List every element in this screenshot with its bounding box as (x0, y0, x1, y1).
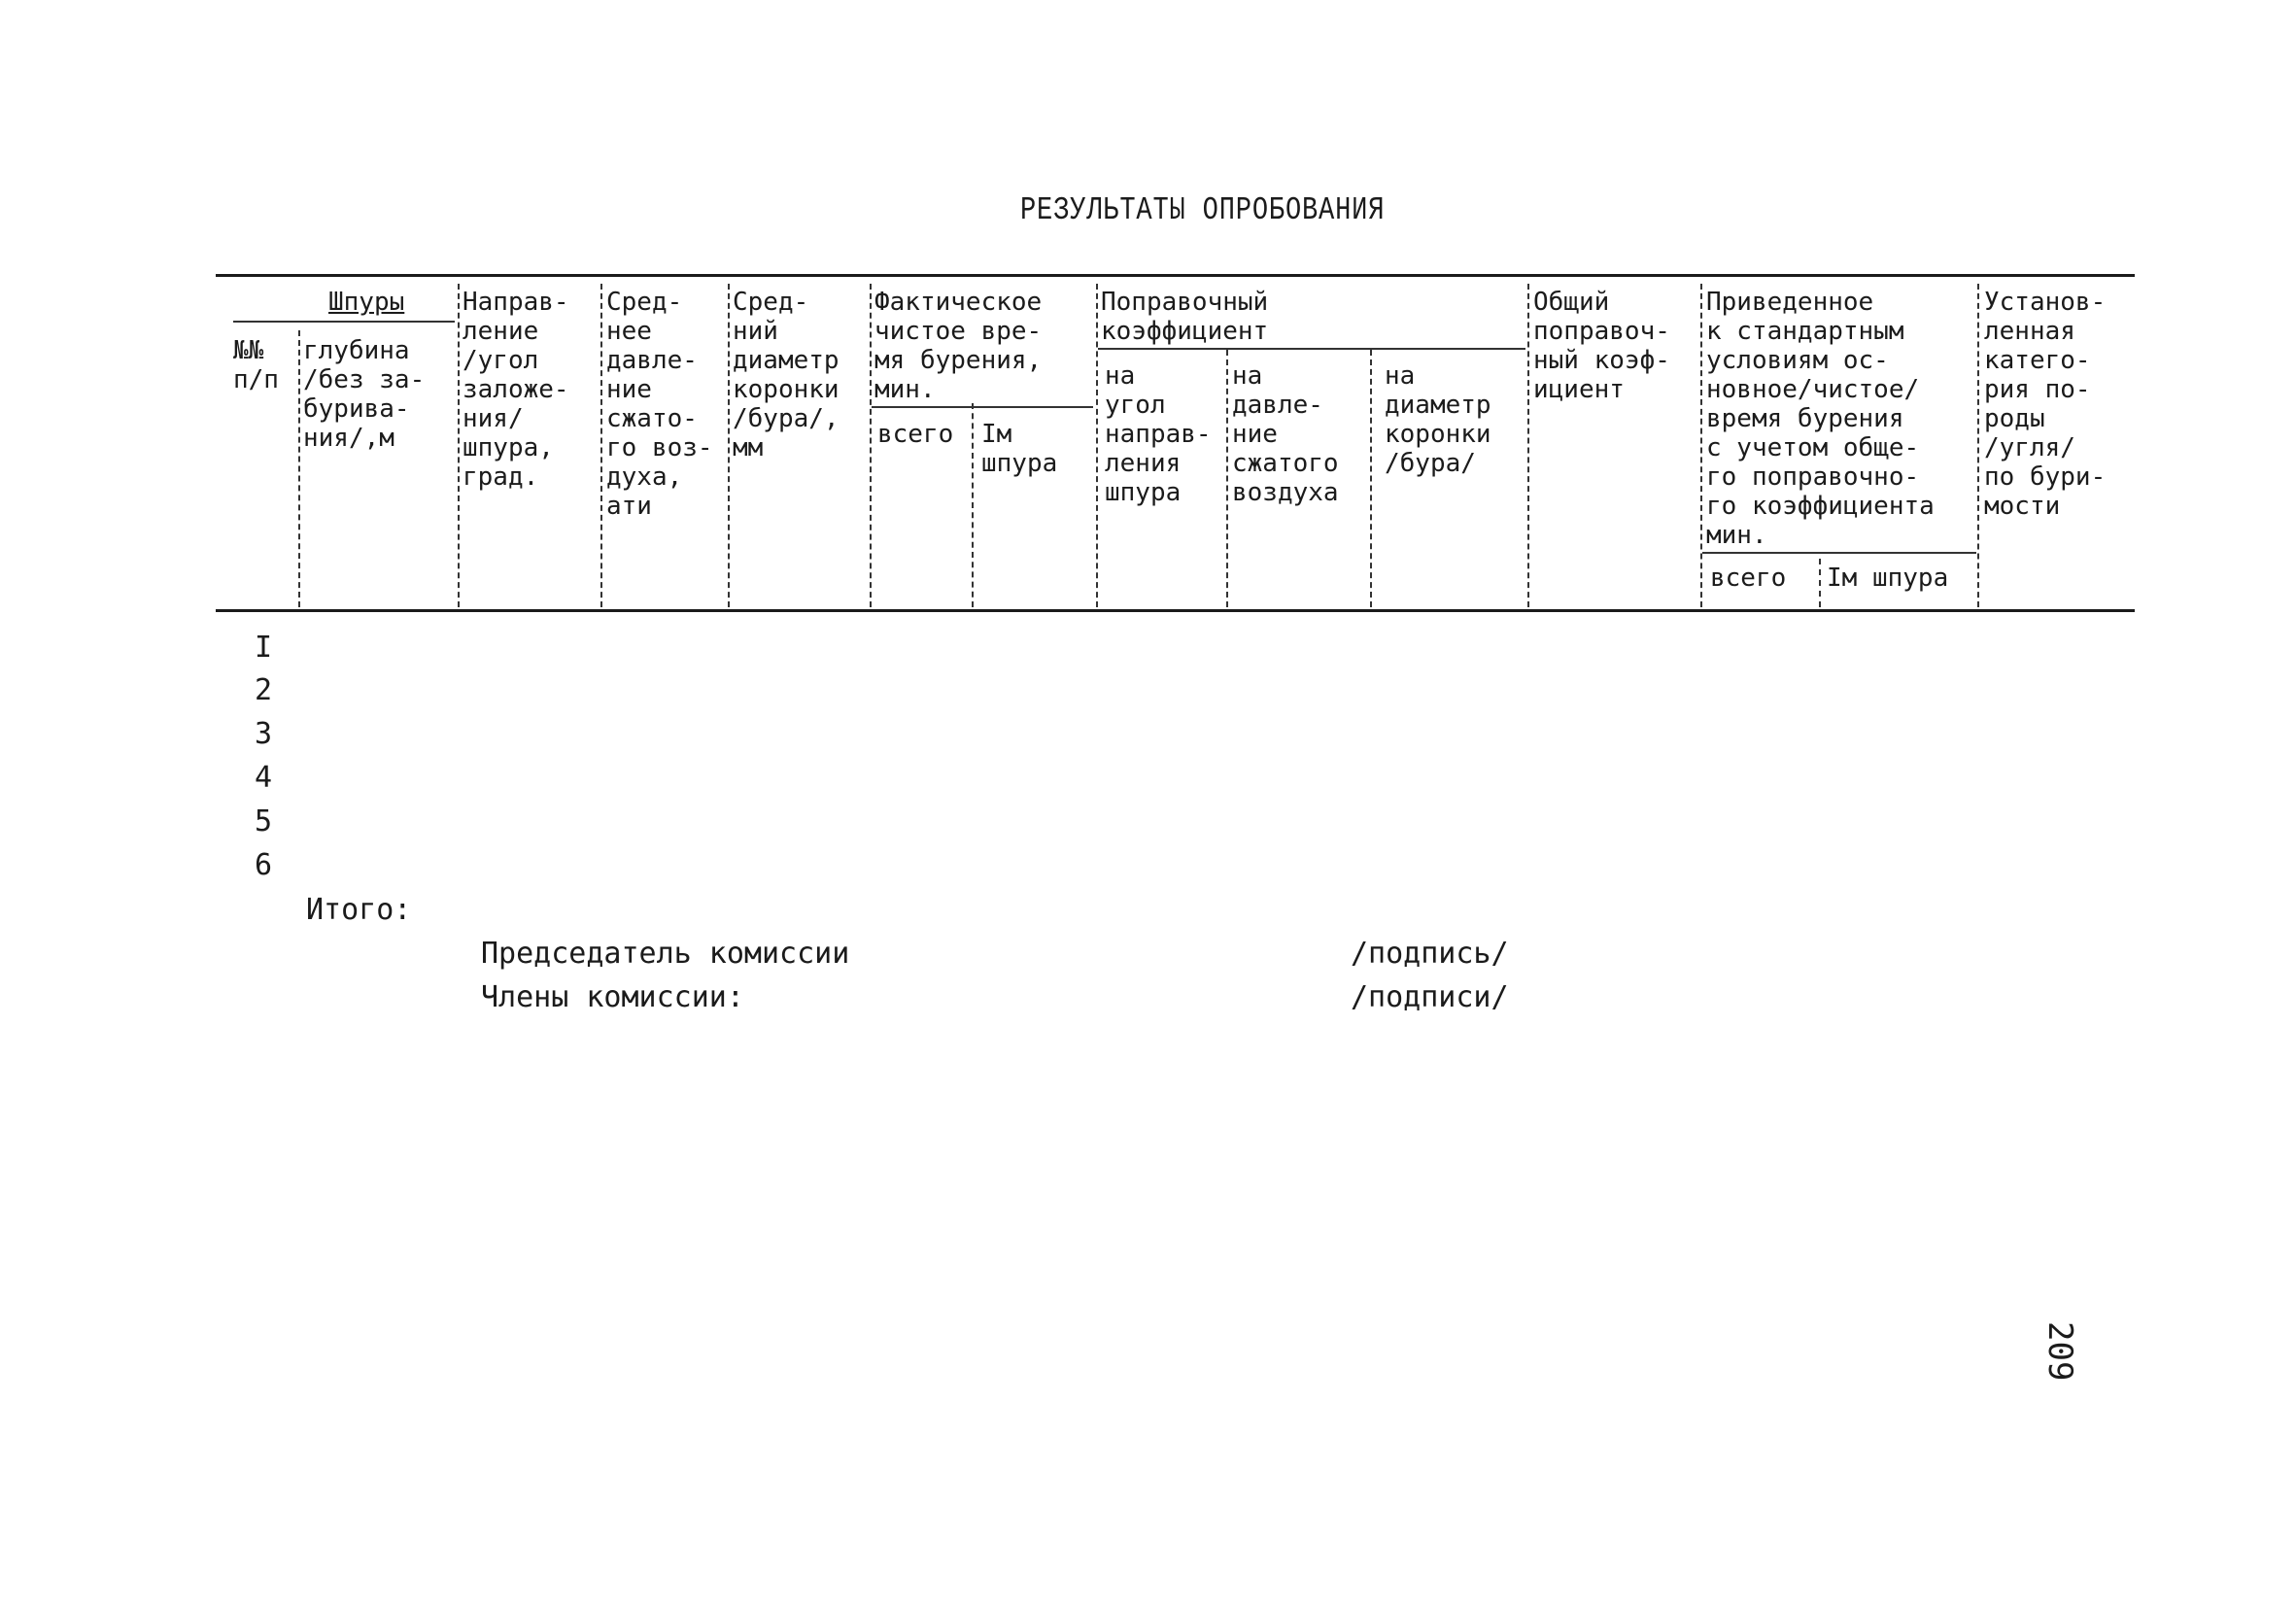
header-corr-angle: на угол направ- ления шпура (1105, 361, 1212, 507)
column-divider (1096, 284, 1098, 607)
subheader-line (1098, 348, 1525, 350)
column-divider (870, 284, 872, 607)
column-divider (458, 284, 460, 607)
table-header-bottom-rule (216, 609, 2135, 612)
header-actual-per-shpur: Iм шпура (981, 420, 1058, 478)
column-divider (298, 330, 300, 607)
column-divider (1819, 559, 1821, 607)
header-num: №№ п/п (233, 336, 279, 394)
header-reduced-per-shpur: Iм шпура (1827, 564, 1949, 593)
table-top-rule (216, 274, 2135, 277)
header-corr-pressure: на давле- ние сжатого воздуха (1232, 361, 1339, 507)
row-number: 2 (255, 673, 273, 707)
members-signature: /подписи/ (1351, 980, 1509, 1014)
subheader-line (872, 406, 1093, 408)
row-number: I (255, 631, 273, 665)
header-reduced: Приведенное к стандартным условиям ос- новное/чистое/ время бурения с учетом обще- го поправочно- го коэффициента мин. (1706, 288, 1935, 550)
header-correction: Поправочный коэффициент (1101, 288, 1269, 346)
header-depth: глубина /без за- бурива- ния/,м (303, 336, 426, 453)
column-divider (600, 284, 602, 607)
column-divider (1370, 350, 1372, 607)
column-divider (728, 284, 730, 607)
page-title: РЕЗУЛЬТАТЫ ОПРОБОВАНИЯ (1020, 192, 1386, 228)
header-actual-time: Фактическое чистое вре- мя бурения, мин. (874, 288, 1043, 404)
chairman-signature: /подпись/ (1351, 937, 1509, 971)
column-divider (1700, 284, 1702, 607)
header-pressure: Сред- нее давле- ние сжато- го воз- духа, ати (606, 288, 713, 521)
column-divider (1226, 350, 1228, 607)
chairman-label: Председатель комиссии (481, 937, 850, 971)
total-label: Итого: (306, 893, 412, 927)
header-total-correction: Общий поправоч- ный коэф- ициент (1533, 288, 1670, 404)
subheader-line (233, 321, 455, 323)
row-number: 3 (255, 717, 273, 751)
header-actual-total: всего (877, 420, 954, 449)
header-shpury: Шпуры (328, 288, 405, 317)
header-diameter: Сред- ний диаметр коронки /бура/, мм (733, 288, 840, 462)
column-divider (1977, 284, 1979, 607)
column-divider (1527, 284, 1529, 607)
members-label: Члены комиссии: (481, 980, 744, 1014)
subheader-line (1702, 552, 1976, 554)
header-reduced-total: всего (1710, 564, 1787, 593)
row-number: 6 (255, 848, 273, 882)
header-category: Установ- ленная катего- рия по- роды /угля/ по бури- мости (1984, 288, 2107, 521)
column-divider (972, 403, 974, 607)
header-direction: Направ- ление /угол заложе- ния/ шпура, град. (463, 288, 569, 492)
row-number: 5 (255, 804, 273, 838)
header-corr-diameter: на диаметр коронки /бура/ (1385, 361, 1491, 478)
page-number: 209 (2040, 1321, 2079, 1382)
row-number: 4 (255, 761, 273, 795)
